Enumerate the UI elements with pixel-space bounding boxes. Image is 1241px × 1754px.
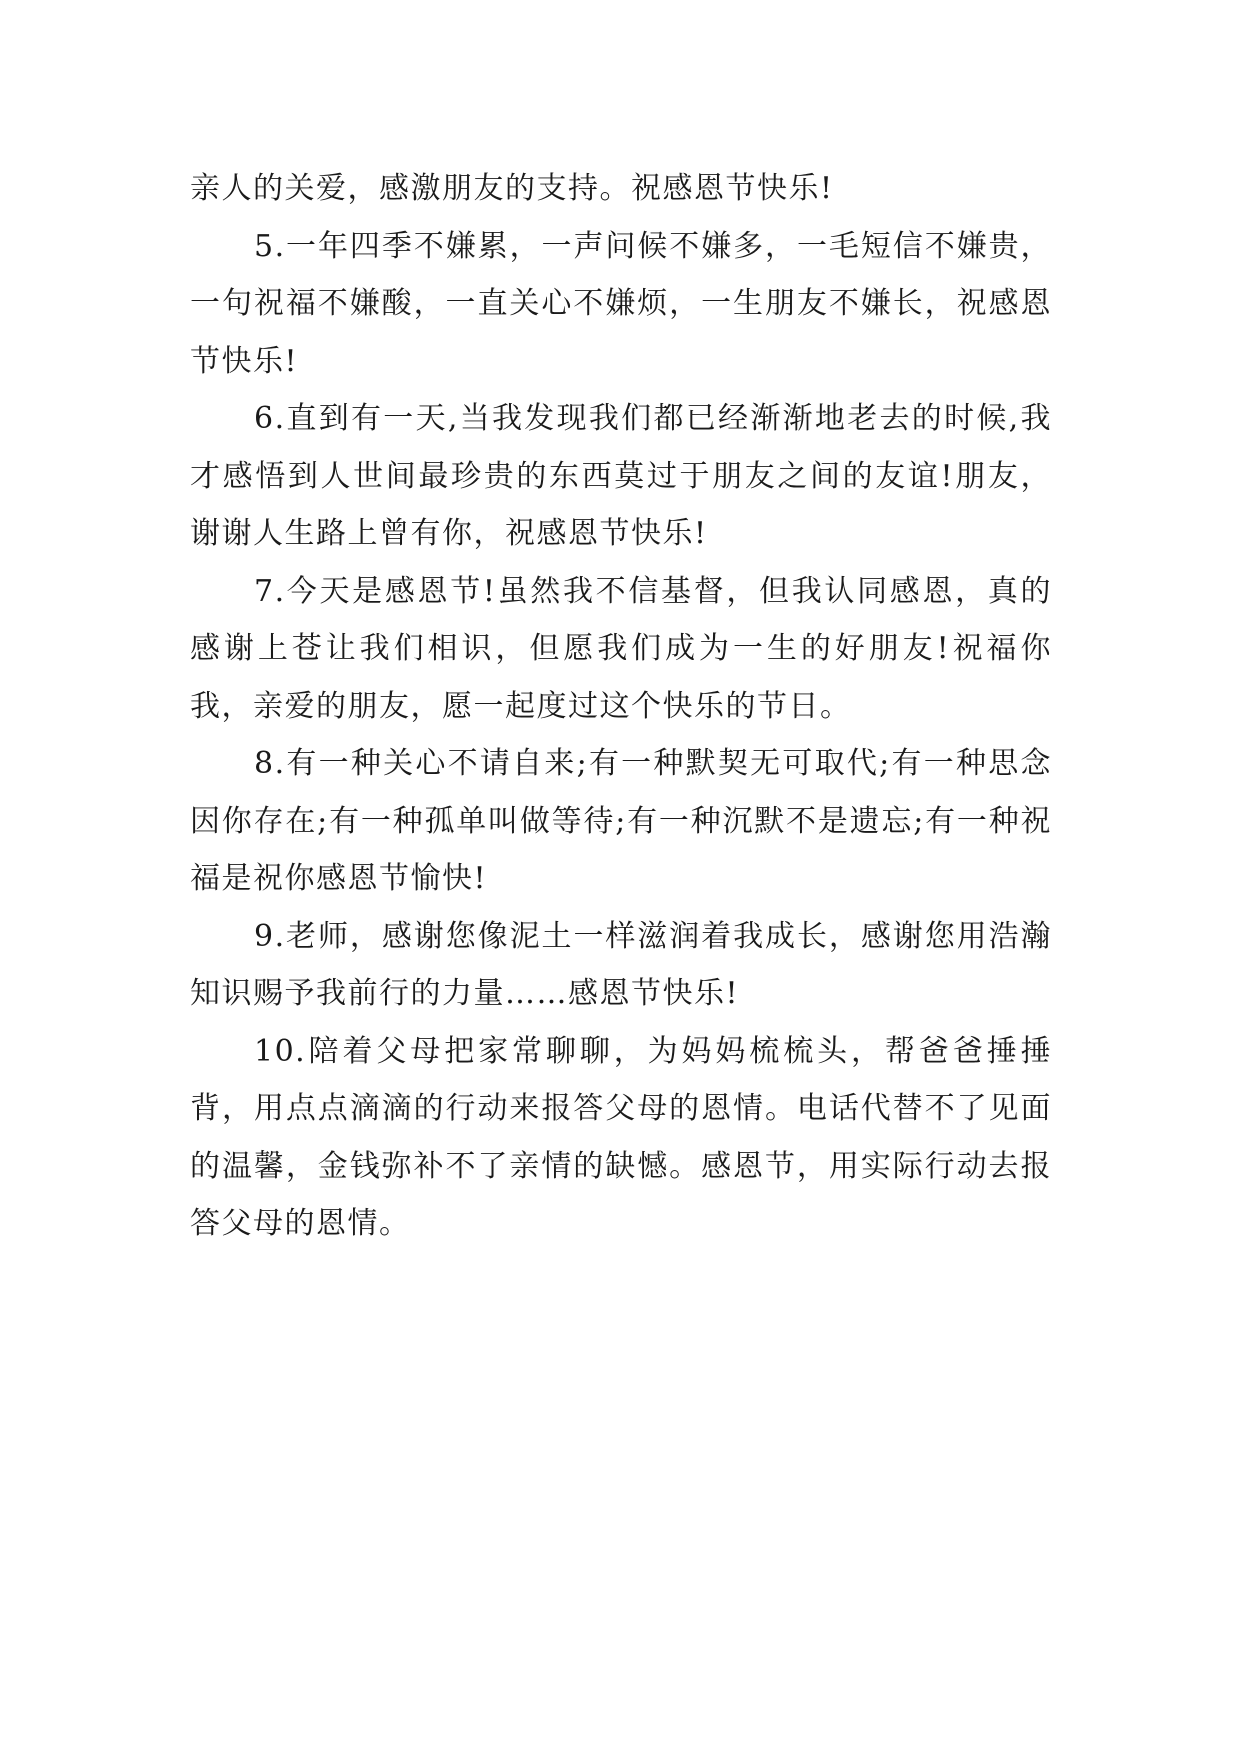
paragraph-continuation: 亲人的关爱，感激朋友的支持。祝感恩节快乐! <box>190 171 834 206</box>
paragraph-item-7: 7.今天是感恩节!虽然我不信基督，但我认同感恩，真的感谢上苍让我们相识，但愿我们成为一生的好朋友!祝福你我，亲爱的朋友，愿一起度过这个快乐的节日。 <box>190 573 1052 724</box>
paragraph-item-9: 9.老师，感谢您像泥土一样滋润着我成长，感谢您用浩瀚知识赐予我前行的力量……感恩节快乐! <box>190 918 1052 1011</box>
paragraph-item-8: 8.有一种关心不请自来;有一种默契无可取代;有一种思念因你存在;有一种孤单叫做等待;有一种沉默不是遗忘;有一种祝福是祝你感恩节愉快! <box>190 746 1052 896</box>
document-body <box>190 160 1052 1253</box>
paragraph-item-5: 5.一年四季不嫌累，一声问候不嫌多，一毛短信不嫌贵，一句祝福不嫌酸，一直关心不嫌烦，一生朋友不嫌长，祝感恩节快乐! <box>190 228 1052 379</box>
paragraph-item-6: 6.直到有一天,当我发现我们都已经渐渐地老去的时候,我才感悟到人世间最珍贵的东西莫过于朋友之间的友谊!朋友，谢谢人生路上曾有你，祝感恩节快乐! <box>190 401 1052 551</box>
paragraph-item-10: 10.陪着父母把家常聊聊，为妈妈梳梳头，帮爸爸捶捶背，用点点滴滴的行动来报答父母的恩情。电话代替不了见面的温馨，金钱弥补不了亲情的缺憾。感恩节，用实际行动去报答父母的恩情。 <box>190 1033 1052 1241</box>
